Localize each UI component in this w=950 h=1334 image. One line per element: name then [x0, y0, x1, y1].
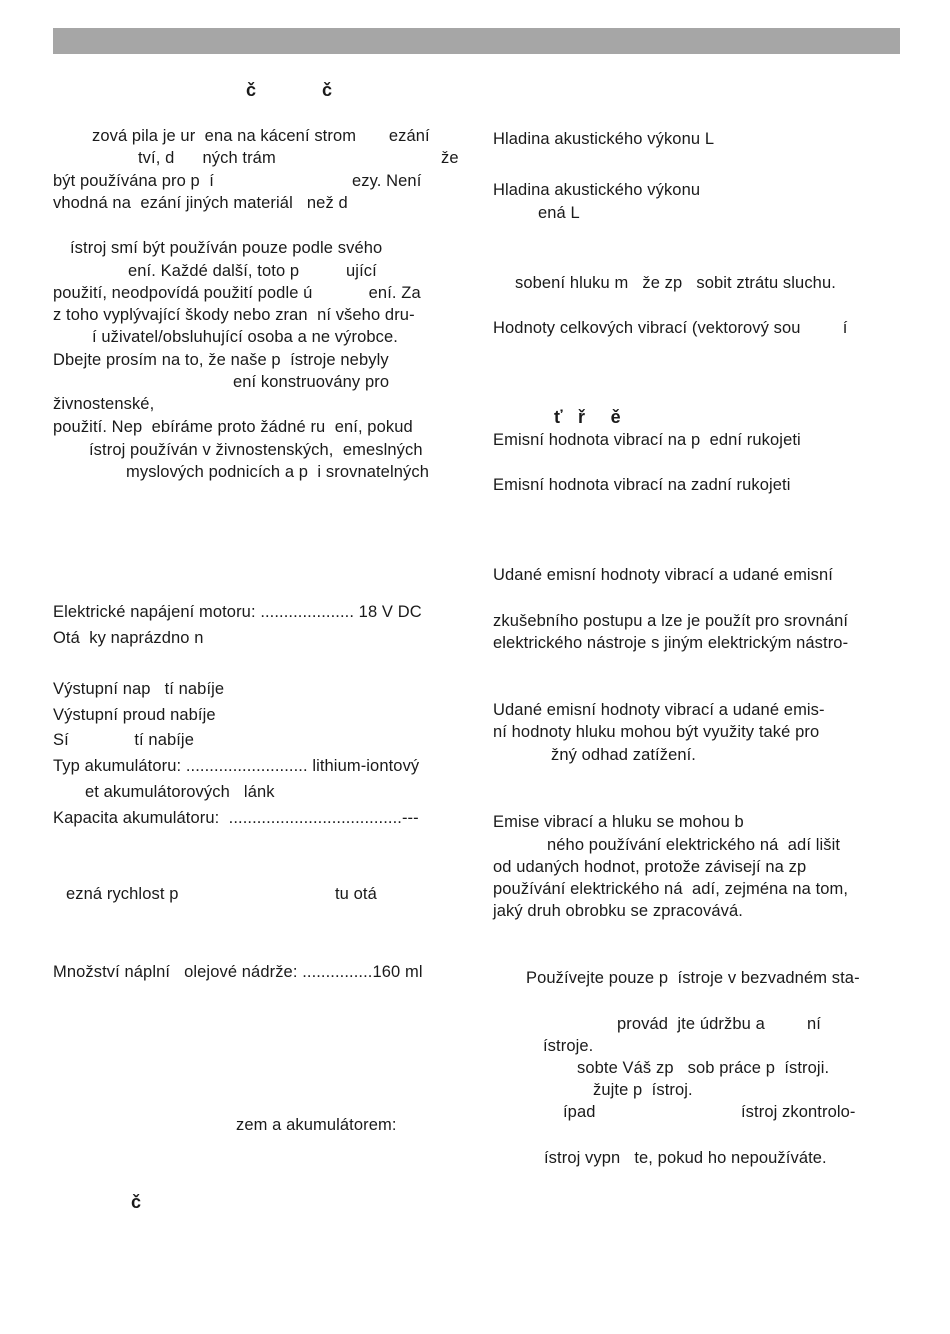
right-text-line: Udané emisní hodnoty vibrací a udané emis-	[493, 701, 825, 719]
left-text-line: že	[441, 149, 459, 167]
right-text-line: jaký druh obrobku se zpracovává.	[493, 902, 743, 920]
left-text-line: živnostenské,	[53, 395, 155, 413]
right-text-line: Emisní hodnota vibrací na p ední rukojeti	[493, 431, 801, 449]
right-text-line: ístroj zkontrolo-	[741, 1103, 856, 1121]
left-text-line: Kapacita akumulátoru: .....................................---	[53, 809, 419, 827]
right-text-line: ístroj vypn te, pokud ho nepoužíváte.	[544, 1149, 827, 1167]
right-text-line: sobte Váš zp sob práce p ístroji.	[577, 1059, 830, 1077]
left-text-line: vhodná na ezání jiných materiál než d	[53, 194, 348, 212]
right-text-line: provád jte údržbu a ní	[617, 1015, 821, 1033]
left-text-line: Výstupní proud nabíje	[53, 706, 216, 724]
right-text-line: elektrického nástroje s jiným elektrickým nástro-	[493, 634, 849, 652]
right-text-line: Hodnoty celkových vibrací (vektorový sou í	[493, 319, 848, 337]
right-text-line: ného používání elektrického ná adí lišit	[547, 836, 841, 854]
left-text-line: použití, neodpovídá použití podle ú ení. Za	[53, 284, 421, 302]
header-bar	[53, 28, 900, 54]
right-text-line: od udaných hodnot, protože závisejí na zp	[493, 858, 807, 876]
left-text-line: č	[322, 80, 333, 100]
left-text-line: ení konstruovány pro	[233, 373, 390, 391]
left-text-line: Otá ky naprázdno n	[53, 629, 204, 647]
left-text-line: tu otá	[335, 885, 377, 903]
right-text-line: Hladina akustického výkonu	[493, 181, 701, 199]
left-text-line: z toho vyplývající škody nebo zran ní všeho dru-	[53, 306, 415, 324]
left-text-line: tví, d ných trám	[138, 149, 276, 167]
left-text-line: ezy. Není	[352, 172, 422, 190]
left-text-line: zem a akumulátorem:	[236, 1116, 397, 1134]
left-text-line: ení. Každé další, toto p ující	[128, 262, 377, 280]
left-text-line: zová pila je ur ena na kácení strom ezání	[92, 127, 430, 145]
right-text-line: Používejte pouze p ístroje v bezvadném sta-	[526, 969, 860, 987]
left-text-line: Sí tí nabíje	[53, 731, 194, 749]
right-text-line: žný odhad zatížení.	[551, 746, 696, 764]
left-text-line: Typ akumulátoru: .......................... lithium-iontový	[53, 757, 420, 775]
left-text-line: Výstupní nap tí nabíje	[53, 680, 225, 698]
right-text-line: Hladina akustického výkonu L	[493, 130, 715, 148]
left-text-line: ístroj používán v živnostenských, emeslných	[89, 441, 423, 459]
left-text-line: myslových podnicích a p i srovnatelných	[126, 463, 429, 481]
right-text-line: Emisní hodnota vibrací na zadní rukojeti	[493, 476, 791, 494]
left-text-line: et akumulátorových lánk	[85, 783, 275, 801]
right-text-line: žujte p ístroj.	[593, 1081, 693, 1099]
right-text-line: ístroje.	[543, 1037, 594, 1055]
left-text-line: í uživatel/obsluhující osoba a ne výrobce.	[92, 328, 398, 346]
right-text-line: zkušebního postupu a lze je použít pro srovnání	[493, 612, 849, 630]
right-text-line: ípad	[563, 1103, 596, 1121]
right-text-line: ená L	[538, 204, 580, 222]
right-text-line: používání elektrického ná adí, zejména na tom,	[493, 880, 849, 898]
right-text-line: Udané emisní hodnoty vibrací a udané emisní	[493, 566, 833, 584]
left-text-line: ístroj smí být používán pouze podle svého	[70, 239, 383, 257]
right-text-line: ť ř ě	[554, 407, 621, 427]
left-text-line: být používána pro p í	[53, 172, 214, 190]
left-text-line: Množství náplní olejové nádrže: ...............160 ml	[53, 963, 423, 981]
right-text-line: Emise vibrací a hluku se mohou b	[493, 813, 744, 831]
left-text-line: č	[246, 80, 257, 100]
right-text-line: sobení hluku m že zp sobit ztrátu sluchu.	[515, 274, 836, 292]
right-text-line: ní hodnoty hluku mohou být využity také pro	[493, 723, 820, 741]
left-text-line: použití. Nep ebíráme proto žádné ru ení, pokud	[53, 418, 413, 436]
left-text-line: č	[131, 1192, 142, 1212]
left-text-line: Dbejte prosím na to, že naše p ístroje nebyly	[53, 351, 389, 369]
left-text-line: ezná rychlost p	[66, 885, 179, 903]
left-text-line: Elektrické napájení motoru: .................... 18 V DC	[53, 603, 422, 621]
